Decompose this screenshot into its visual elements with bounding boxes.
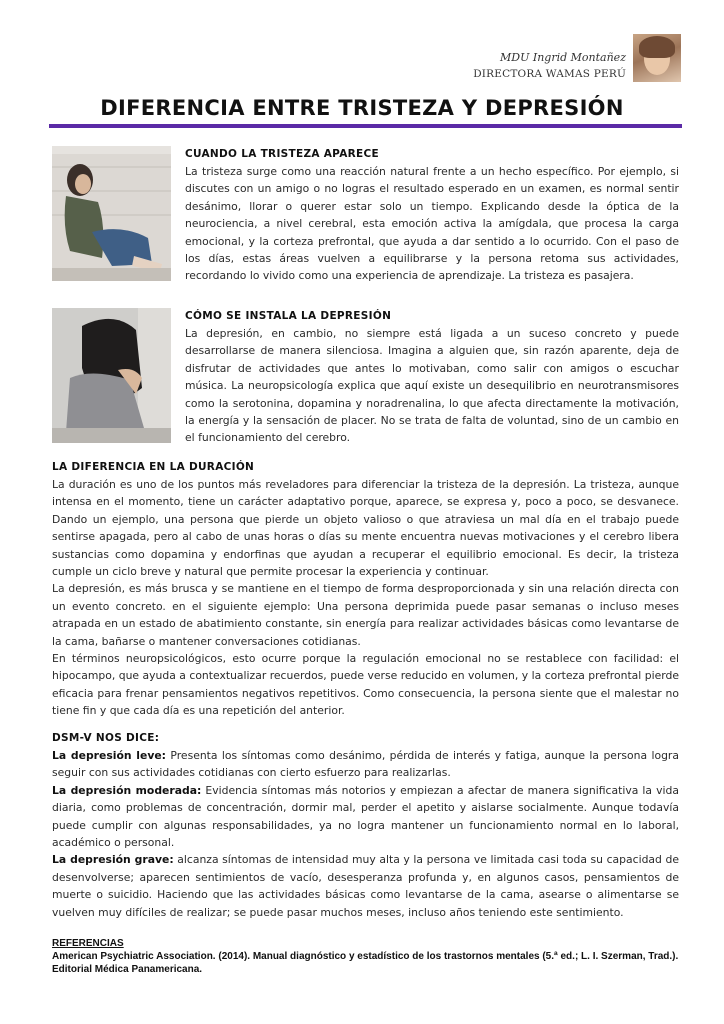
- author-avatar: [633, 34, 681, 82]
- dsm-grave-label: La depresión grave:: [52, 853, 174, 867]
- dsm-leve-label: La depresión leve:: [52, 749, 166, 762]
- depressed-woman-photo: [52, 308, 171, 443]
- section-depresion: [185, 308, 679, 447]
- section-dsm: [52, 730, 679, 921]
- author-block: [473, 50, 626, 82]
- dsm-moderada: [52, 782, 679, 852]
- author-role: DIRECTORA WAMAS PERÚ: [473, 68, 626, 80]
- section-heading: CUANDO LA TRISTEZA APARECE: [185, 148, 379, 160]
- references-heading: REFERENCIAS: [52, 938, 124, 949]
- section-duracion: [52, 459, 679, 720]
- section-paragraph: En términos neuropsicológicos, esto ocurre porque la regulación emocional no se restablece con facilidad: el hipocampo, que ayuda a contextualizar recuerdos, puede verse reducido en volumen, y la corteza prefrontal pierde eficacia para frenar pensamientos negativos repetitivos. Como consecuencia, la persona siente que el malestar no tiene fin y que cada día es una repetición del anterior.: [52, 652, 679, 718]
- section-heading: CÓMO SE INSTALA LA DEPRESIÓN: [185, 310, 392, 322]
- section-heading: LA DIFERENCIA EN LA DURACIÓN: [52, 461, 255, 473]
- section-paragraph: La depresión, es más brusca y se mantiene en el tiempo de forma desproporcionada y sin una relación directa con un evento concreto. en el siguiente ejemplo: Una persona deprimida puede pasar semanas o incluso meses atrapada en un estado de abatimiento constante, sin energía para realizar actividades básicas como levantarse de la cama, bañarse o mantener conversaciones cotidianas.: [52, 582, 679, 648]
- dsm-leve: [52, 747, 679, 782]
- section-paragraph: La duración es uno de los puntos más reveladores para diferenciar la tristeza de la depresión. La tristeza, aunque intensa en el momento, tiene un carácter adaptativo porque, aparece, se expresa y, poco a poco, se desvanece. Dando un ejemplo, una persona que pierde un objeto valioso o que atraviesa un mal día en el trabajo puede sentirse apagada, pero al cabo de unas horas o días su mente encuentra nuevas motivaciones y el cerebro libera sustancias como dopamina y endorfinas que ayudan a recuperar el equilibrio emocional. Es decir, la tristeza cumple un ciclo breve y natural que permite procesar la experiencia y continuar.: [52, 478, 679, 579]
- section-paragraph: La tristeza surge como una reacción natural frente a un hecho específico. Por ejemplo, si discutes con un amigo o no logras el resultado esperado en un examen, es normal sentir desánimo, llorar o querer estar solo un tiempo. Explicando desde la óptica de la neurociencia, a nivel cerebral, esta emoción activa la amígdala, que procesa la carga emocional, y la corteza prefrontal, que ayuda a dar sentido a lo ocurrido. Con el paso de los días, estas áreas vuelven a equilibrarse y la persona retoma sus actividades, recordando lo vivido como una experiencia de aprendizaje. La tristeza es pasajera.: [185, 165, 679, 283]
- references: [52, 937, 679, 976]
- reference-entry: American Psychiatric Association. (2014). Manual diagnóstico y estadístico de los trastornos mentales (5.ª ed.; L. I. Szerman, Trad.). Editorial Médica Panamericana.: [52, 951, 679, 975]
- author-name: MDU Ingrid Montañez: [500, 51, 626, 64]
- dsm-grave-text: alcanza síntomas de intensidad muy alta y la persona ve limitada casi toda su capacidad de desenvolverse; aparecen sentimientos de vacío, desesperanza profunda y, en algunos casos, pensamientos de muerte o suicidio. Haciendo que las actividades básicas como levantarse de la cama, asearse o alimentarse se vuelven muy difíciles de realizar; se puede pasar muchos meses, incluso años teniendo este sentimiento.: [52, 853, 679, 919]
- section-paragraph: La depresión, en cambio, no siempre está ligada a un suceso concreto y puede desarrollarse de manera silenciosa. Imagina a alguien que, sin razón aparente, deja de disfrutar de actividades que antes lo motivaban, como salir con amigos o escuchar música. La neuropsicología explica que aquí existe un desequilibrio en neurotransmisores como la serotonina, dopamina y noradrenalina, lo que afecta directamente la motivación, la energía y la sensación de placer. No se trata de falta de voluntad, sino de un cambio en el funcionamiento del cerebro.: [185, 327, 679, 445]
- page-title: DIFERENCIA ENTRE TRISTEZA Y DEPRESIÓN: [100, 96, 624, 120]
- dsm-leve-text: Presenta los síntomas como desánimo, pérdida de interés y fatiga, aunque la persona logra seguir con sus actividades cotidianas con cierto esfuerzo para realizarlas.: [52, 749, 679, 780]
- dsm-grave: [52, 851, 679, 921]
- section-heading: DSM-V NOS DICE:: [52, 732, 160, 744]
- sad-woman-photo: [52, 146, 171, 281]
- title-divider: [49, 124, 682, 128]
- dsm-moderada-text: Evidencia síntomas más notorios y empiezan a afectar de manera significativa la vida diaria, como problemas de concentración, dormir mal, perder el apetito y aislarse socialmente. Aunque todavía puede cumplir con algunas responsabilidades, ya no logra mantener un funcionamiento normal en lo laboral, académico o personal.: [52, 783, 679, 850]
- section-tristeza: [185, 146, 679, 285]
- dsm-moderada-label: La depresión moderada:: [52, 783, 202, 797]
